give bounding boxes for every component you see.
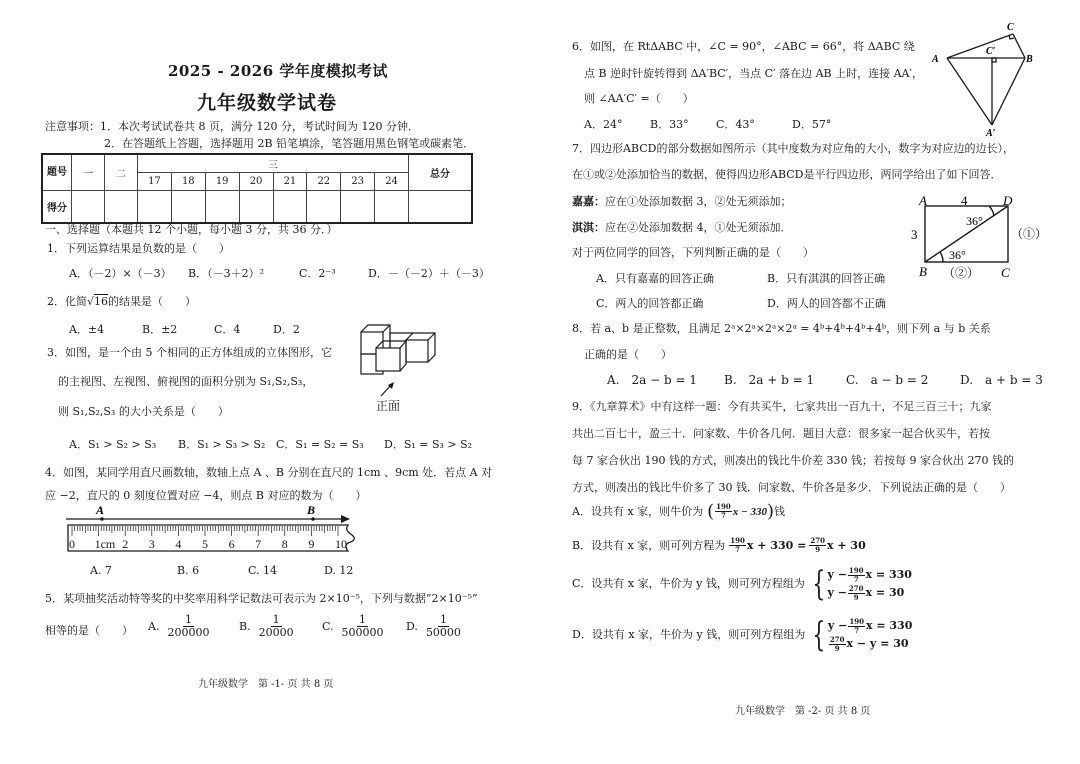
q2-option-a: A．±4: [69, 323, 105, 336]
q8-option-b: B. 2a + b = 1: [724, 373, 815, 387]
q5-stem-2: 相等的是（ ）: [45, 624, 133, 637]
q7-option-c: C．两人的回答都正确: [596, 297, 704, 310]
svg-text:2: 2: [122, 537, 129, 551]
q7-option-b: B．只有淇淇的回答正确: [767, 272, 886, 285]
q4-option-c: C. 14: [248, 564, 278, 577]
svg-text:36°: 36°: [966, 214, 983, 228]
q7-stem-1: 7．四边形ABCD的部分数据如图所示（其中度数为对应角的大小，数字为对应边的边长），: [572, 142, 1014, 155]
q6-option-d: D．57°: [792, 118, 832, 131]
col-section-3: 三: [138, 154, 409, 173]
q2-stem: 2．化简√16的结果是（ ）: [47, 295, 197, 308]
score-cell[interactable]: [239, 191, 273, 223]
q3-stem-1: 3．如图，是一个由 5 个相同的正方体组成的立体图形，它: [47, 346, 332, 359]
cubes-figure: [358, 322, 448, 382]
svg-text:3: 3: [148, 537, 155, 551]
svg-text:4: 4: [175, 537, 182, 551]
q5-option-a: A. $\frac{1}{200000}$: [148, 613, 210, 639]
col-q20: 20: [239, 173, 273, 191]
svg-text:C: C: [1007, 22, 1014, 33]
q4-option-b: B. 6: [177, 564, 200, 577]
svg-text:0: 0: [69, 537, 75, 551]
score-cell[interactable]: [375, 191, 409, 223]
score-cell[interactable]: [138, 191, 172, 223]
col-section-2: 二: [105, 154, 138, 191]
q8-stem-2: 正确的是（ ）: [584, 348, 672, 361]
front-arrow-icon: [378, 380, 398, 398]
q3-option-c: C．S₁ = S₂ = S₃: [276, 438, 364, 451]
q3-stem-2: 的主视图、左视图、俯视图的面积分别为 S₁,S₂,S₃，: [58, 375, 314, 388]
score-cell[interactable]: [273, 191, 307, 223]
q7-option-a: A．只有嘉嘉的回答正确: [596, 272, 714, 285]
q3-option-d: D．S₁ = S₃ > S₂: [384, 438, 473, 451]
svg-text:A: A: [96, 503, 105, 517]
exam-main-title: 九年级数学试卷: [197, 92, 338, 114]
svg-text:3: 3: [911, 227, 918, 242]
col-q22: 22: [307, 173, 341, 191]
score-cell[interactable]: [105, 191, 138, 223]
q1-option-b: B．（－3＋2）²: [188, 267, 264, 280]
quadrilateral-figure: [905, 193, 1050, 285]
svg-text:B: B: [1026, 54, 1033, 65]
svg-text:A: A: [932, 54, 939, 65]
q6-stem-2: 点 B 逆时针旋转得到 ΔA′BC′，当点 C′ 落在边 AB 上时，连接 AA′，: [584, 67, 923, 80]
svg-text:A: A: [919, 193, 927, 208]
svg-text:10: 10: [335, 537, 347, 551]
svg-text:（②）: （②）: [943, 266, 980, 280]
ruler-number-line-figure: [62, 502, 362, 558]
sqrt-icon: √: [87, 295, 95, 308]
q8-option-d: D. a + b = 3: [960, 373, 1043, 387]
exam-year-title: 2025 - 2026 学年度模拟考试: [168, 62, 388, 80]
svg-text:6: 6: [228, 537, 235, 551]
arrow-right-icon: [341, 515, 350, 523]
q9-stem-4: 方式，则凑出的钱比牛价多了 30 钱．问家数、牛价各是多少．下列说法正确的是（ ）: [572, 481, 1011, 494]
score-cell[interactable]: [72, 191, 105, 223]
q9-option-b: B．设共有 x 家，则可列方程为 190 7 x + 330 = $\frac{270}{9}$ x + 30: [572, 536, 866, 554]
q4-stem-1: 4．如图，某同学用直尺画数轴，数轴上点 A 、B 分别在直尺的 1cm 、9cm 处．若点 A 对: [45, 466, 493, 479]
page-1-footer: 九年级数学 第 -1- 页 共 8 页: [198, 679, 334, 690]
q5-option-c: C. $\frac{1}{500000}$: [322, 613, 384, 639]
q7-option-d: D．两人的回答都不正确: [767, 297, 886, 310]
student-name-jiajia: 嘉嘉：: [572, 195, 605, 208]
section-1-heading: 一、选择题（本题共 12 个小题，每小题 3 分，共 36 分．）: [45, 223, 338, 236]
notice-line-1: 注意事项：1．本次考试试卷共 8 页，满分 120 分，考试时间为 120 分钟．: [45, 120, 419, 133]
q4-stem-2: 应 −2，直尺的 0 刻度位置对应 −4，则点 B 对应的数为（ ）: [45, 489, 367, 502]
score-cell[interactable]: [205, 191, 239, 223]
score-cell[interactable]: [341, 191, 375, 223]
q7-answer-2: 淇淇：应在②处添加数据 4，①处无须添加．: [572, 221, 792, 234]
svg-text:7: 7: [255, 537, 262, 551]
col-q23: 23: [341, 173, 375, 191]
score-row-label: 得分: [42, 191, 72, 223]
svg-text:9: 9: [308, 537, 315, 551]
q7-stem-3: 对于两位同学的回答，下列判断正确的是（ ）: [572, 246, 814, 259]
q8-option-a: A. 2a − b = 1: [607, 373, 697, 387]
svg-text:D: D: [1003, 193, 1013, 208]
col-q17: 17: [138, 173, 172, 191]
q3-stem-3: 则 S₁,S₂,S₃ 的大小关系是（ ）: [58, 405, 229, 418]
q7-stem-2: 在①或②处添加恰当的数据，使得四边形ABCD是平行四边形，两同学给出了如下回答．: [572, 168, 1002, 181]
left-brace-icon: {: [812, 615, 826, 655]
score-cell[interactable]: [171, 191, 205, 223]
q5-stem-1: 5．某项抽奖活动特等奖的中奖率用科学记数法可表示为 2×10⁻⁵，下列与数据“2×10⁻⁵”: [45, 592, 478, 605]
svg-text:8: 8: [281, 537, 288, 551]
svg-text:4: 4: [961, 193, 968, 208]
notice-line-2: 2．在答题纸上答题，选择题用 2B 铅笔填涂，笔答题用黑色钢笔或碳素笔．: [104, 137, 475, 150]
q1-option-a: A．（－2）×（－3）: [69, 267, 172, 280]
q9-stem-3: 每 7 家合伙出 190 钱的方式，则凑出的钱比牛价差 330 钱；若按每 9 家合伙出 270 钱的: [572, 454, 1014, 467]
q6-option-b: B．33°: [650, 118, 689, 131]
col-q24: 24: [375, 173, 409, 191]
svg-text:5: 5: [202, 537, 208, 551]
q6-option-a: A．24°: [584, 118, 623, 131]
svg-text:C′: C′: [986, 46, 996, 57]
col-section-1: 一: [72, 154, 105, 191]
q2-option-c: C．4: [214, 323, 241, 336]
q9-option-d: D．设共有 x 家，牛价为 y 钱，则可列方程组为 { y − $\frac{190}{7}$ x = 330 $\frac{270}{9}$ x − y = 30: [572, 615, 913, 655]
q1-option-c: C．2⁻³: [299, 267, 336, 280]
col-q18: 18: [171, 173, 205, 191]
score-cell-total[interactable]: [409, 191, 473, 223]
rotated-triangle-figure: [925, 18, 1040, 138]
svg-text:1cm: 1cm: [94, 537, 116, 551]
q9-stem-1: 9．《九章算术》中有这样一题：今有共买牛，七家共出一百九十，不足三百三十；九家: [572, 400, 992, 413]
score-table: [41, 153, 473, 224]
page-2-footer: 九年级数学 第 -2- 页 共 8 页: [735, 706, 871, 717]
col-q19: 19: [205, 173, 239, 191]
svg-text:36°: 36°: [949, 248, 966, 262]
q9-option-c: C．设共有 x 家，牛价为 y 钱，则可列方程组为 { y − $\frac{190}{7}$ x = 330 y − $\frac{270}{9}$ x = 30: [572, 564, 912, 604]
svg-text:B: B: [307, 503, 316, 517]
q8-option-c: C. a − b = 2: [846, 373, 929, 387]
score-table-header: 题号: [42, 154, 72, 191]
q6-stem-3: 则 ∠AA′C′ =（ ）: [584, 92, 694, 105]
q9-stem-2: 共出二百七十，盈三十．问家数、牛价各几何．题目大意：很多家一起合伙买牛，若按: [572, 427, 990, 440]
q3-option-b: B．S₁ > S₃ > S₂: [178, 438, 266, 451]
col-q21: 21: [273, 173, 307, 191]
score-cell[interactable]: [307, 191, 341, 223]
q6-option-c: C．43°: [716, 118, 755, 131]
q7-answer-1: 嘉嘉：应在①处添加数据 3，②处无须添加；: [572, 195, 792, 208]
q8-stem-1: 8．若 a、b 是正整数，且满足 2ᵃ×2ᵃ×2ᵃ×2ᵃ = 4ᵇ+4ᵇ+4ᵇ+4ᵇ，则下列 a 与 b 关系: [572, 322, 991, 335]
q3-option-a: A．S₁ > S₂ > S₃: [69, 438, 157, 451]
q1-stem: 1．下列运算结果是负数的是（ ）: [47, 242, 230, 255]
svg-text:A′: A′: [986, 128, 996, 138]
q9-option-a: A．设共有 x 家，则牛价为 ( 190 7 x − 330 ) 钱: [572, 500, 785, 522]
col-total: 总分: [409, 154, 473, 191]
student-name-qiqi: 淇淇：: [572, 221, 605, 234]
svg-text:（①）: （①）: [1011, 227, 1048, 241]
left-brace-icon: {: [812, 564, 826, 604]
notice-label: 注意事项：: [45, 120, 100, 133]
front-view-label: 正面: [376, 399, 401, 413]
q5-option-b: B. $\frac{1}{20000}$: [239, 613, 294, 639]
svg-text:C: C: [1001, 265, 1010, 280]
svg-text:B: B: [919, 264, 927, 279]
q6-stem-1: 6．如图，在 RtΔABC 中，∠C = 90°，∠ABC = 66°，将 ΔABC 绕: [572, 40, 915, 53]
q2-option-b: B．±2: [142, 323, 178, 336]
q4-option-a: A. 7: [90, 564, 112, 577]
q2-option-d: D．2: [273, 323, 300, 336]
q1-option-d: D．－（－2）＋（－3）: [368, 267, 490, 280]
q4-option-d: D. 12: [324, 564, 354, 577]
q5-option-d: D. $\frac{1}{50000}$: [406, 613, 461, 639]
